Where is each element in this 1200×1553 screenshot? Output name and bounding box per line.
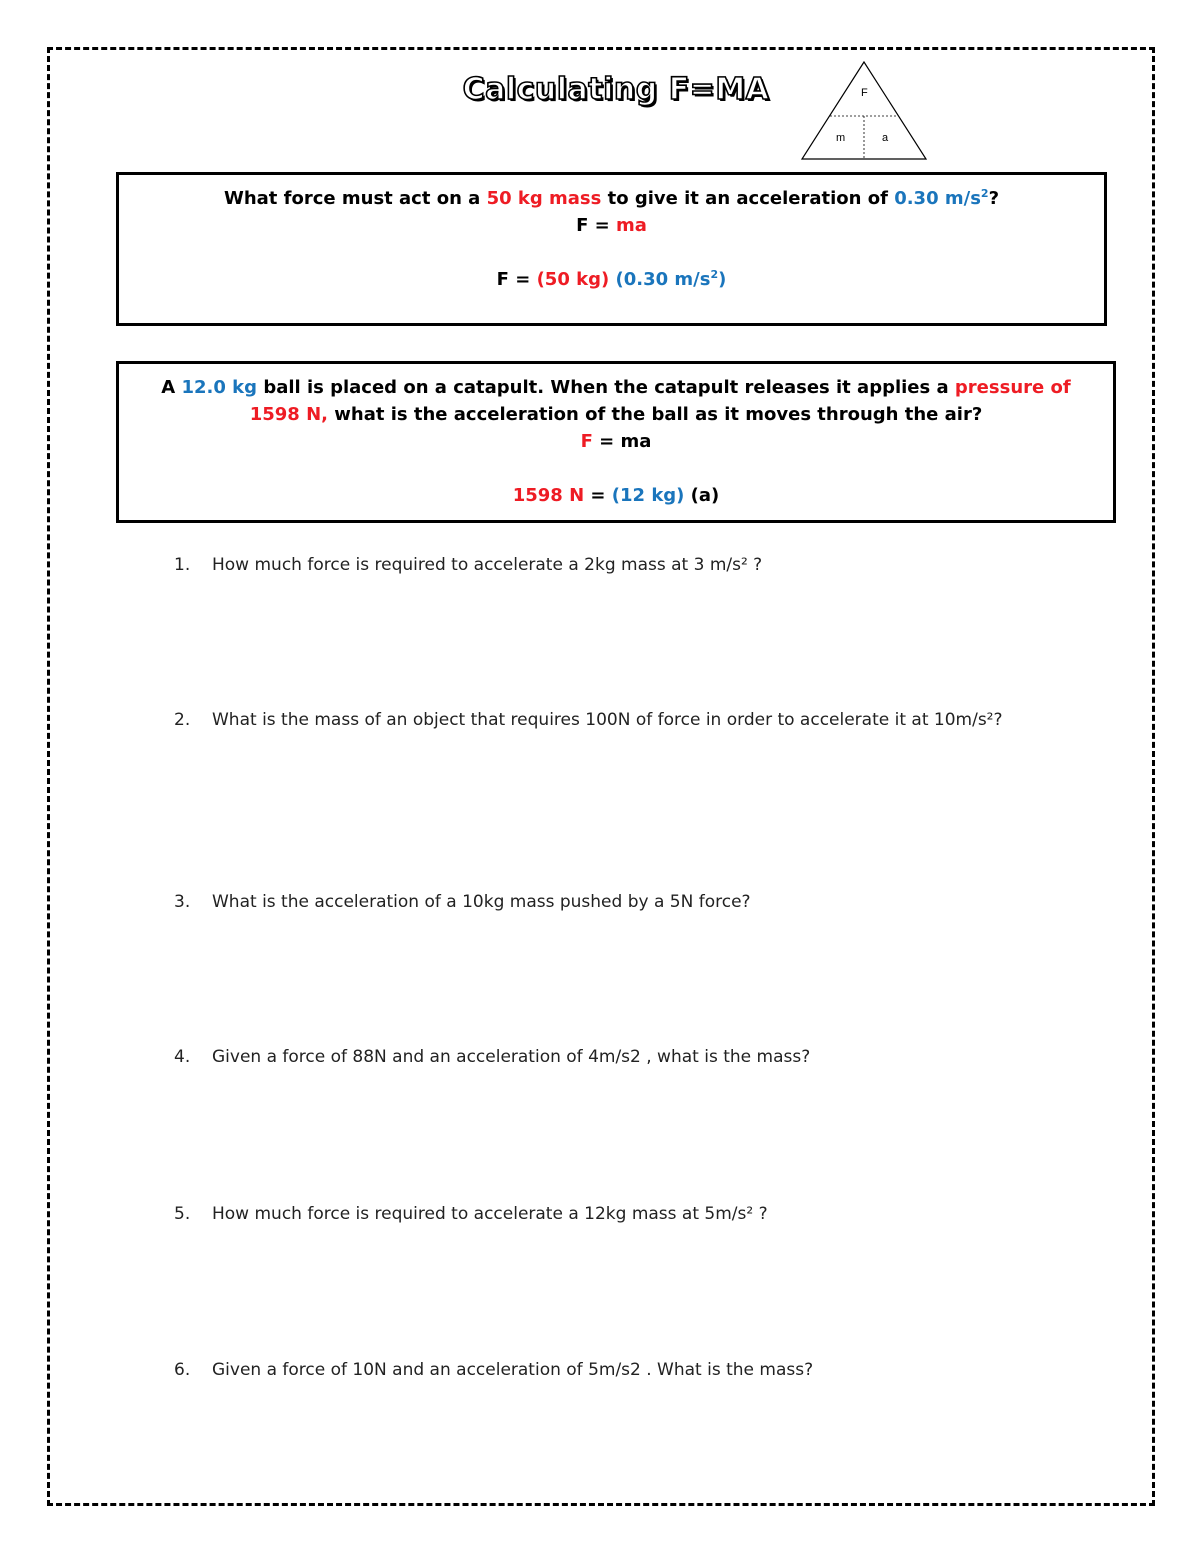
example2-substitution: 1598 N = (12 kg) (a) — [512, 485, 720, 506]
question-item — [174, 1201, 1054, 1227]
question-item — [174, 552, 1054, 578]
triangle-label-f: F — [861, 87, 868, 99]
question-text: What is the mass of an object that requires 100N of force in order to accelerate it at 10m/s²? — [212, 710, 1003, 730]
example-box-acceleration — [116, 361, 1116, 523]
example-box-force — [116, 172, 1107, 326]
question-item — [174, 889, 1054, 915]
question-text: How much force is required to accelerate a 2kg mass at 3 m/s² ? — [212, 555, 763, 575]
question-number: 6. — [174, 1360, 191, 1380]
example1-question: What force must act on a 50 kg mass to give it an acceleration of 0.30 $m/s^2$? — [223, 187, 1000, 209]
question-number: 5. — [174, 1204, 191, 1224]
triangle-label-a: a — [882, 132, 889, 144]
page-title: Calculating F=MA — [462, 72, 770, 107]
formula-triangle-icon — [800, 60, 928, 162]
question-number: 3. — [174, 892, 191, 912]
example1-formula: F = ma — [576, 215, 647, 236]
question-text: Given a force of 10N and an acceleration of 5m/s2 . What is the mass? — [212, 1360, 814, 1380]
spacer — [119, 455, 1113, 482]
question-number: 4. — [174, 1047, 191, 1067]
triangle-label-m: m — [836, 132, 846, 144]
spacer — [119, 239, 1104, 266]
example2-question-line1: A 12.0 kg ball is placed on a catapult. When the catapult releases it applies a pressure of — [161, 377, 1071, 398]
question-number: 2. — [174, 710, 191, 730]
example2-question-line2: 1598 N, what is the acceleration of the ball as it moves through the air? — [249, 404, 983, 425]
question-item — [174, 707, 1054, 733]
example2-formula: F = ma — [580, 431, 652, 452]
question-item — [174, 1357, 1054, 1383]
example1-substitution: F = (50 kg) (0.30 $m/s^2$) — [496, 268, 727, 290]
question-item — [174, 1044, 1054, 1070]
question-text: How much force is required to accelerate a 12kg mass at 5m/s² ? — [212, 1204, 768, 1224]
question-text: Given a force of 88N and an acceleration of 4m/s2 , what is the mass? — [212, 1047, 811, 1067]
question-number: 1. — [174, 555, 191, 575]
question-text: What is the acceleration of a 10kg mass pushed by a 5N force? — [212, 892, 751, 912]
